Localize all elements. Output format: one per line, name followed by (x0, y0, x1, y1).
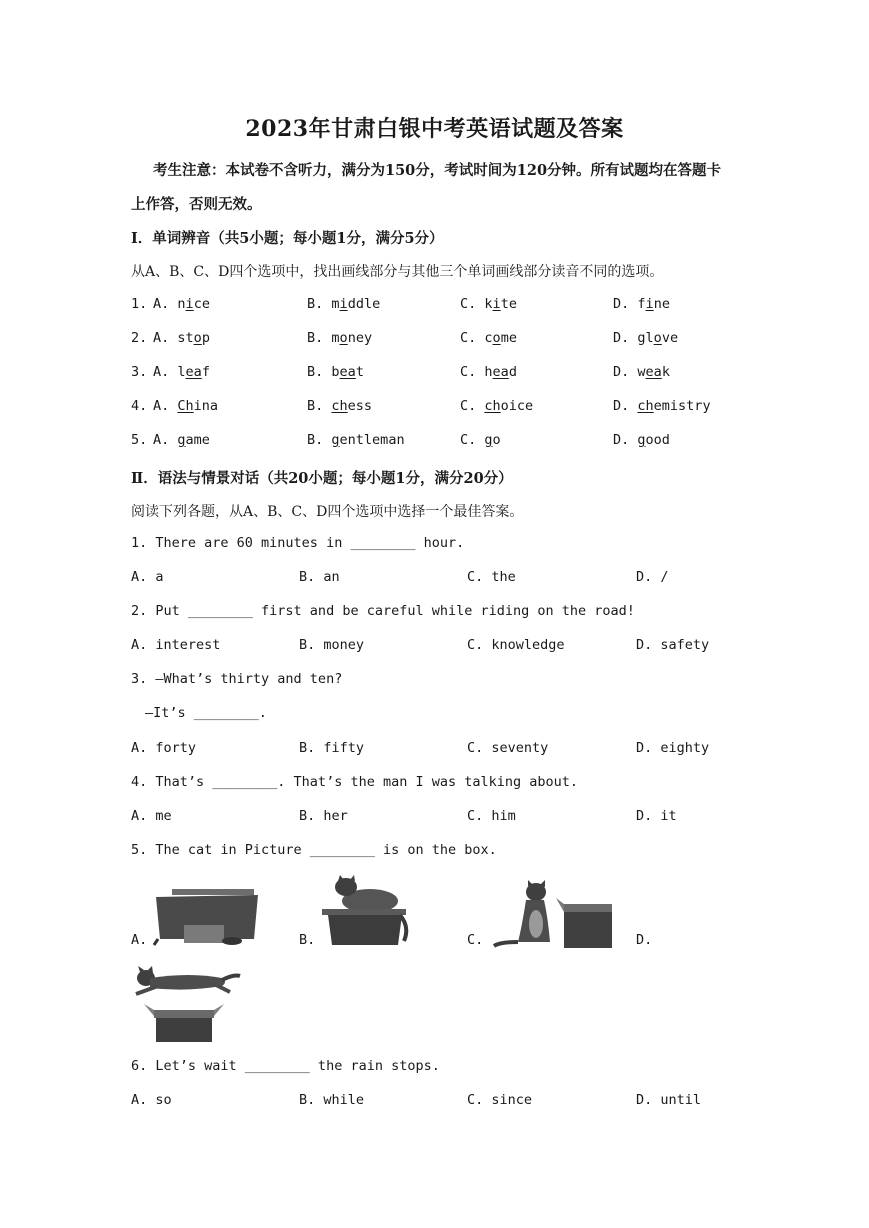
word-end: ddle (347, 296, 381, 312)
option-a: A. so (131, 1092, 172, 1108)
option-d: D. / (636, 569, 669, 585)
underlined-part: o (339, 330, 348, 346)
question-3-stem-2: —It’s ________. (145, 705, 267, 721)
question-number: 4. (131, 398, 148, 414)
question-2-stem: 2. Put ________ first and be careful while riding on the road! (131, 603, 635, 619)
option-letter: C. (460, 398, 477, 414)
question-5-options (0, 932, 869, 952)
option-letter: A. (153, 398, 170, 414)
picture-b-cat-in-box (318, 875, 414, 947)
option-b (307, 364, 364, 380)
underlined-part: i (185, 296, 194, 312)
word-end: ame (185, 432, 210, 448)
underlined-part: g (331, 432, 340, 448)
option-c: C. him (467, 808, 516, 824)
word-start: h (484, 364, 493, 380)
option-d (613, 398, 711, 414)
question-3-stem: 3. —What’s thirty and ten? (131, 671, 343, 687)
underlined-part: g (177, 432, 186, 448)
option-a: A. me (131, 808, 172, 824)
option-letter: D. (613, 432, 630, 448)
underlined-part: g (637, 432, 646, 448)
option-letter: D. (613, 296, 630, 312)
notice-line-2: 上作答，否则无效。 (131, 196, 262, 213)
word-start: k (484, 296, 493, 312)
option-letter: B. (307, 330, 324, 346)
word-start: st (177, 330, 194, 346)
option-c: C. (467, 932, 484, 948)
phonetics-question-row (0, 364, 869, 384)
option-d: D. it (636, 808, 677, 824)
phonetics-question-row (0, 398, 869, 418)
option-letter: C. (460, 364, 477, 380)
underlined-part: ch (484, 398, 501, 414)
option-letter: A. (153, 432, 170, 448)
word-start: m (331, 296, 340, 312)
option-c (460, 432, 501, 448)
question-3-options (0, 740, 869, 760)
option-a (153, 364, 210, 380)
question-5-stem: 5. The cat in Picture ________ is on the box. (131, 842, 497, 858)
word-end: t (355, 364, 364, 380)
word-end: f (201, 364, 210, 380)
option-a: A. forty (131, 740, 197, 756)
option-c (460, 364, 517, 380)
option-a: A. a (131, 569, 164, 585)
option-b: B. while (299, 1092, 365, 1108)
question-4-stem: 4. That’s ________. That’s the man I was talking about. (131, 774, 579, 790)
option-letter: D. (613, 398, 630, 414)
word-end: ess (347, 398, 373, 414)
underlined-part: Ch (177, 398, 194, 414)
option-d: D. (636, 932, 653, 948)
phonetics-question-row (0, 330, 869, 350)
option-a (153, 330, 210, 346)
word-end: o (492, 432, 501, 448)
option-c: C. seventy (467, 740, 549, 756)
underlined-part: i (645, 296, 654, 312)
underlined-part: ea (339, 364, 356, 380)
word-start: b (331, 364, 340, 380)
option-d (613, 330, 678, 346)
underlined-part: ch (331, 398, 348, 414)
option-d (613, 296, 670, 312)
word-start: n (177, 296, 186, 312)
option-letter: B. (307, 398, 324, 414)
underlined-part: i (339, 296, 348, 312)
underlined-part: o (492, 330, 501, 346)
underlined-part: ea (185, 364, 202, 380)
word-end: p (201, 330, 210, 346)
phonetics-question-row (0, 296, 869, 316)
option-b (307, 398, 372, 414)
word-end: me (500, 330, 517, 346)
word-start: l (177, 364, 186, 380)
question-2-options (0, 637, 869, 657)
option-letter: B. (307, 296, 324, 312)
option-letter: C. (460, 296, 477, 312)
underlined-part: ea (492, 364, 509, 380)
option-a (153, 432, 210, 448)
option-b (307, 432, 405, 448)
option-letter: A. (153, 330, 170, 346)
word-end: ve (661, 330, 679, 346)
option-letter: B. (307, 432, 324, 448)
word-end: te (500, 296, 517, 312)
option-c (460, 330, 517, 346)
word-end: d (508, 364, 517, 380)
option-d: D. safety (636, 637, 710, 653)
option-d: D. until (636, 1092, 702, 1108)
question-6-options (0, 1092, 869, 1112)
word-end: ina (193, 398, 219, 414)
option-letter: C. (460, 330, 477, 346)
phonetics-question-row (0, 432, 869, 452)
option-d: D. eighty (636, 740, 710, 756)
picture-a-cat-under-box (150, 885, 260, 947)
question-1-options (0, 569, 869, 589)
option-d (613, 364, 670, 380)
option-b: B. fifty (299, 740, 365, 756)
word-end: oice (500, 398, 534, 414)
question-number: 2. (131, 330, 148, 346)
option-c: C. knowledge (467, 637, 565, 653)
option-b (307, 330, 372, 346)
section-2-instruction: 阅读下列各题，从A、B、C、D四个选项中选择一个最佳答案。 (131, 504, 524, 520)
option-a (153, 296, 210, 312)
option-b: B. her (299, 808, 348, 824)
word-start: c (484, 330, 493, 346)
section-1-instruction: 从A、B、C、D四个选项中，找出画线部分与其他三个单词画线部分读音不同的选项。 (131, 264, 664, 280)
word-end: k (661, 364, 670, 380)
underlined-part: o (653, 330, 662, 346)
word-start: f (637, 296, 646, 312)
option-a: A. interest (131, 637, 221, 653)
option-c (460, 398, 533, 414)
question-number: 3. (131, 364, 148, 380)
word-start: m (331, 330, 340, 346)
word-start: w (637, 364, 646, 380)
option-letter: D. (613, 364, 630, 380)
word-end: entleman (339, 432, 405, 448)
option-a (153, 398, 218, 414)
document-title: 2023年甘肃白银中考英语试题及答案 (245, 116, 624, 142)
picture-c-cat-beside-box (488, 880, 616, 948)
underlined-part: i (492, 296, 501, 312)
notice-line-1: 考生注意：本试卷不含听力，满分为150分，考试时间为120分钟。所有试题均在答题卡 (153, 162, 722, 179)
option-b: B. (299, 932, 316, 948)
option-letter: A. (153, 296, 170, 312)
underlined-part: ch (637, 398, 654, 414)
section-1-heading: Ⅰ．单词辨音（共5小题；每小题1分，满分5分） (131, 230, 444, 247)
option-d (613, 432, 670, 448)
underlined-part: ea (645, 364, 662, 380)
option-c (460, 296, 517, 312)
underlined-part: o (193, 330, 202, 346)
option-letter: C. (460, 432, 477, 448)
word-end: ce (193, 296, 210, 312)
word-start: gl (637, 330, 654, 346)
word-end: ne (653, 296, 670, 312)
word-end: ood (645, 432, 670, 448)
word-end: emistry (653, 398, 711, 414)
option-b: B. an (299, 569, 340, 585)
question-1-stem: 1. There are 60 minutes in ________ hour. (131, 535, 465, 551)
picture-d-cat-over-box (130, 966, 242, 1044)
underlined-part: g (484, 432, 493, 448)
option-letter: D. (613, 330, 630, 346)
question-6-stem: 6. Let’s wait ________ the rain stops. (131, 1058, 440, 1074)
option-c: C. the (467, 569, 516, 585)
option-letter: B. (307, 364, 324, 380)
option-b: B. money (299, 637, 365, 653)
option-letter: A. (153, 364, 170, 380)
question-number: 1. (131, 296, 148, 312)
option-c: C. since (467, 1092, 533, 1108)
question-4-options (0, 808, 869, 828)
option-a: A. (131, 932, 148, 948)
word-end: ney (347, 330, 373, 346)
section-2-heading: Ⅱ．语法与情景对话（共20小题；每小题1分，满分20分） (131, 470, 513, 487)
question-number: 5. (131, 432, 148, 448)
option-b (307, 296, 380, 312)
